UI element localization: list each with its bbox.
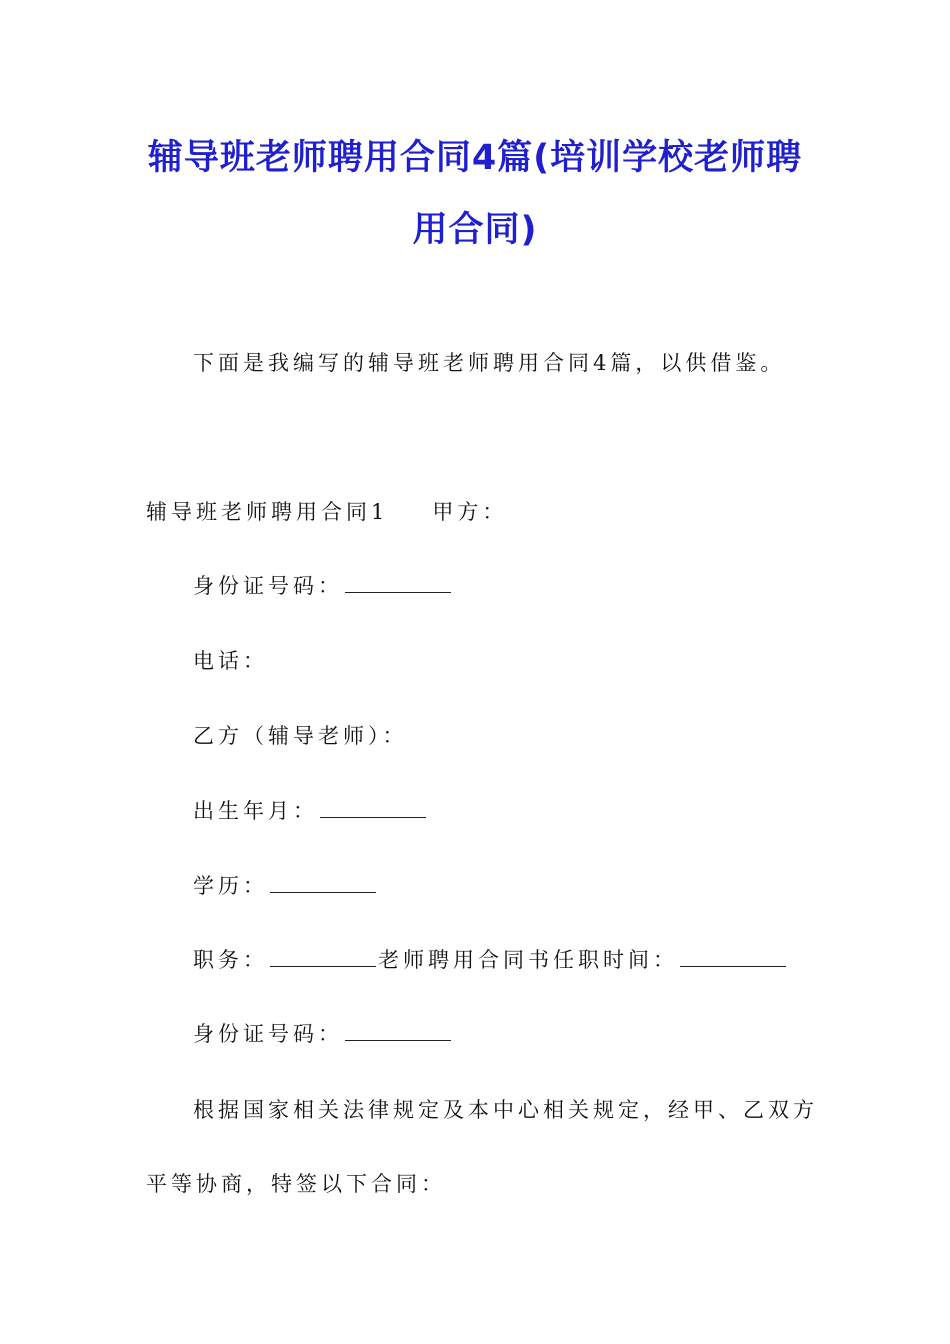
contract-heading-row xyxy=(146,496,507,526)
position-label: 职务： xyxy=(193,948,268,972)
document-title-line-1: 辅导班老师聘用合同4篇(培训学校老师聘 xyxy=(147,138,803,178)
birth-label: 出生年月： xyxy=(193,799,318,823)
intro-paragraph: 下面是我编写的辅导班老师聘用合同4篇，以供借鉴。 xyxy=(193,351,786,375)
education-row xyxy=(193,870,378,900)
document-title-line-2: 用合同) xyxy=(412,210,538,250)
phone-label: 电话： xyxy=(193,649,268,673)
party-a-label: 甲方： xyxy=(432,500,508,524)
id-number-blank-2 xyxy=(345,1039,451,1041)
education-label: 学历： xyxy=(193,874,268,898)
position-blank xyxy=(270,965,376,967)
id-number-label: 身份证号码： xyxy=(193,574,343,598)
id-number-blank xyxy=(345,591,451,593)
id-number-label-2: 身份证号码： xyxy=(193,1022,343,1046)
birth-blank xyxy=(320,816,426,818)
position-suffix: 老师聘用合同书任职时间： xyxy=(378,948,678,972)
agreement-paragraph-line-2: 平等协商，特签以下合同： xyxy=(146,1172,446,1196)
id-number-row-2 xyxy=(193,1018,453,1048)
birth-row xyxy=(193,795,428,825)
party-b-label: 乙方（辅导老师）： xyxy=(193,724,408,748)
term-blank xyxy=(680,965,786,967)
contract-heading: 辅导班老师聘用合同1 xyxy=(146,500,389,524)
agreement-paragraph-line-1: 根据国家相关法律规定及本中心相关规定，经甲、乙双方 xyxy=(193,1098,818,1122)
id-number-row xyxy=(193,570,453,600)
education-blank xyxy=(270,891,376,893)
position-row xyxy=(193,944,788,974)
